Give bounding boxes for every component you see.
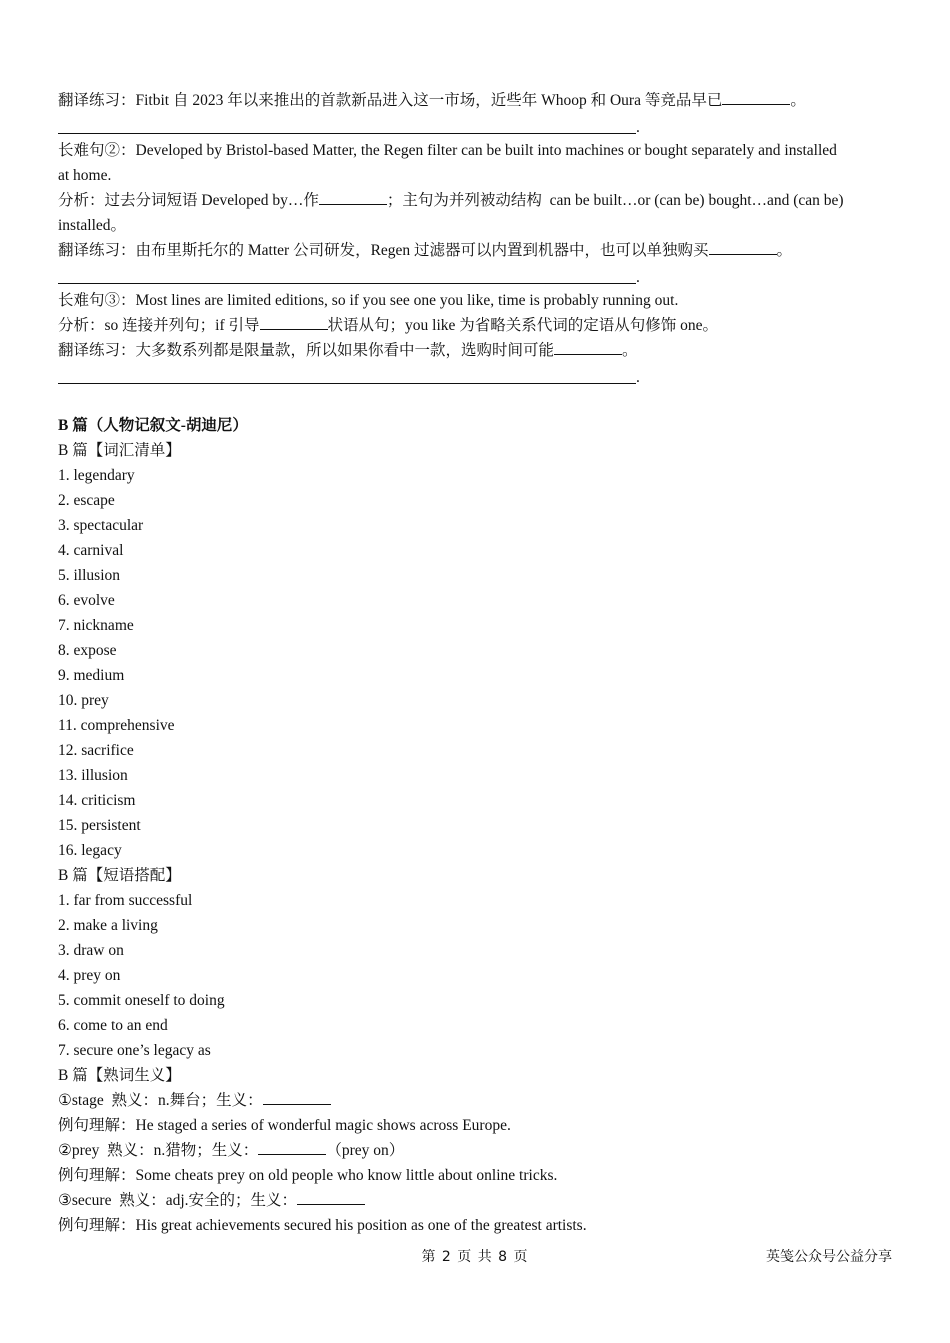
phrase-list — [58, 888, 900, 1063]
phrase-item: 2. make a living — [58, 917, 158, 934]
vocab-item: 12. sacrifice — [58, 742, 134, 759]
translation-text: 翻译练习：大多数系列都是限量款，所以如果你看中一款，选购时间可能 — [58, 342, 555, 359]
punctuation: 。 — [622, 342, 638, 359]
phrase-item: 5. commit oneself to doing — [58, 992, 225, 1009]
vocab-item: 9. medium — [58, 667, 125, 684]
footer-credit: 英笺公众号公益分享 — [766, 1249, 892, 1265]
phrase-item: 6. come to an end — [58, 1017, 168, 1034]
analysis-3 — [58, 313, 900, 338]
page-footer — [0, 1246, 950, 1266]
vocab-item: 5. illusion — [58, 567, 121, 584]
vocab-item: 6. evolve — [58, 592, 115, 609]
page-content — [58, 88, 900, 1238]
answer-line[interactable] — [58, 363, 900, 388]
vocab-heading: B 篇【词汇清单】 — [58, 442, 181, 459]
vocab-item: 15. persistent — [58, 817, 141, 834]
analysis-text: 分析：过去分词短语 Developed by…作 — [58, 192, 319, 209]
line-end-dot: . — [636, 119, 640, 136]
polysemy-hint: （prey on） — [326, 1142, 405, 1159]
analysis-text: ；主句为并列被动结构 can be built…or (can be) bought…and (can be) — [386, 192, 844, 209]
phrase-item: 4. prey on — [58, 967, 121, 984]
line-end-dot: . — [636, 269, 640, 286]
punctuation: 。 — [790, 92, 806, 109]
polysemy-text: ③secure 熟义：adj.安全的；生义： — [58, 1192, 298, 1209]
phrase-item: 7. secure one’s legacy as — [58, 1042, 211, 1059]
translation-exercise-2 — [58, 238, 900, 263]
answer-line[interactable] — [58, 263, 900, 288]
vocab-item: 10. prey — [58, 692, 109, 709]
vocab-item: 11. comprehensive — [58, 717, 175, 734]
answer-blank[interactable] — [260, 315, 328, 330]
punctuation: 。 — [776, 242, 793, 259]
translation-exercise-3 — [58, 338, 900, 363]
translation-text: 翻译练习：由布里斯托尔的 Matter 公司研发，Regen 过滤器可以内置到机器中，也可以单独购买 — [58, 242, 709, 259]
example-sentence: 例句理解：His great achievements secured his position as one of the greatest artists. — [58, 1217, 587, 1234]
long-sentence-2-cont: at home. — [58, 167, 112, 184]
answer-line[interactable] — [58, 113, 900, 138]
example-sentence: 例句理解：Some cheats prey on old people who know little about online tricks. — [58, 1167, 558, 1184]
polysemy-item-secure — [58, 1188, 900, 1213]
long-sentence-2: 长难句②：Developed by Bristol-based Matter, the Regen filter can be built into machines or bought separately and installed — [58, 142, 837, 159]
analysis-text: 分析：so 连接并列句；if 引导 — [58, 317, 260, 334]
section-b-title: B 篇（人物记叙文-胡迪尼） — [58, 417, 248, 434]
translation-exercise-1 — [58, 88, 900, 113]
polysemy-text: ①stage 熟义：n.舞台；生义： — [58, 1092, 263, 1109]
answer-blank[interactable] — [263, 1090, 331, 1105]
vocab-item: 8. expose — [58, 642, 117, 659]
translation-text: 翻译练习：Fitbit 自 2023 年以来推出的首款新品进入这一市场，近些年 Whoop 和 Oura 等竞品早已 — [58, 92, 723, 109]
phrase-item: 3. draw on — [58, 942, 124, 959]
example-sentence: 例句理解：He staged a series of wonderful magic shows across Europe. — [58, 1117, 511, 1134]
analysis-2 — [58, 188, 900, 213]
answer-blank[interactable] — [258, 1140, 326, 1155]
vocab-item: 2. escape — [58, 492, 115, 509]
vocab-item: 1. legendary — [58, 467, 135, 484]
polysemy-item-stage — [58, 1088, 900, 1113]
polysemy-heading: B 篇【熟词生义】 — [58, 1067, 181, 1084]
vocab-item: 13. illusion — [58, 767, 128, 784]
long-sentence-3: 长难句③：Most lines are limited editions, so if you see one you like, time is probably running out. — [58, 292, 679, 309]
line-end-dot: . — [636, 369, 640, 386]
analysis-2-cont: installed。 — [58, 217, 127, 234]
vocab-item: 16. legacy — [58, 842, 122, 859]
vocab-item: 3. spectacular — [58, 517, 144, 534]
answer-blank[interactable] — [722, 90, 790, 105]
answer-blank[interactable] — [709, 240, 777, 255]
vocab-item: 14. criticism — [58, 792, 136, 809]
polysemy-text: ②prey 熟义：n.猎物；生义： — [58, 1142, 259, 1159]
phrase-heading: B 篇【短语搭配】 — [58, 867, 181, 884]
analysis-text: 状语从句；you like 为省略关系代词的定语从句修饰 one。 — [327, 317, 719, 334]
answer-blank[interactable] — [297, 1190, 365, 1205]
phrase-item: 1. far from successful — [58, 892, 193, 909]
vocab-list — [58, 463, 900, 863]
answer-blank[interactable] — [319, 190, 387, 205]
vocab-item: 7. nickname — [58, 617, 134, 634]
page-number: 第 2 页 共 8 页 — [421, 1249, 529, 1265]
spacer — [58, 388, 900, 413]
answer-blank[interactable] — [554, 340, 622, 355]
vocab-item: 4. carnival — [58, 542, 124, 559]
polysemy-item-prey — [58, 1138, 900, 1163]
